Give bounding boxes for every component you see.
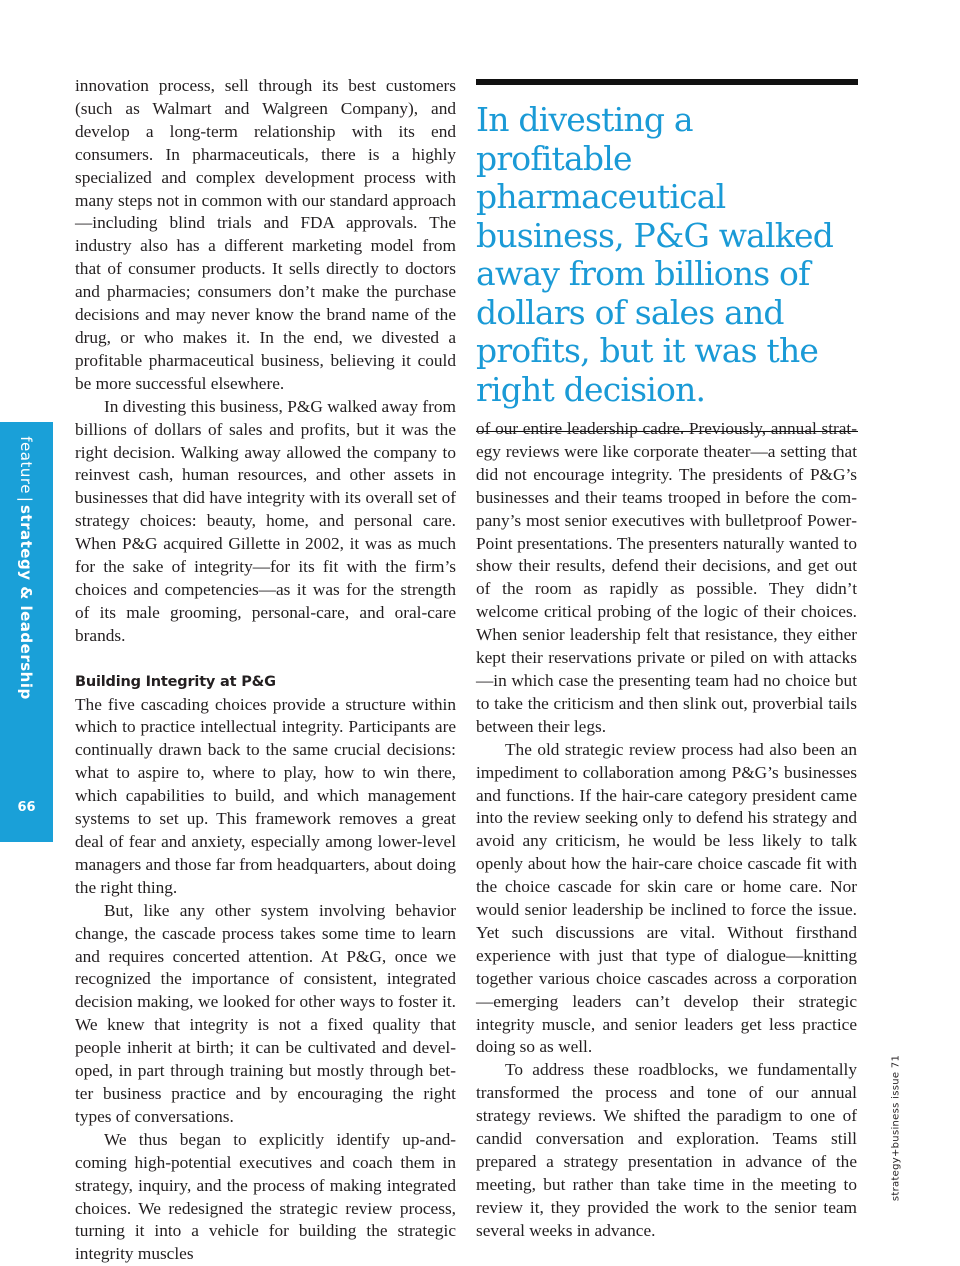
paragraph: To address these roadblocks, we fundamentally transformed the process and tone of our annual strategy reviews. We shifted the paradigm to one of candid conversation and exploration. Teams still prepared a strategy presentation in advance of the meeting, but rather than take time in the meeting to review it, they provided the work to the senior team several weeks in advance. [476, 1060, 857, 1240]
section-topic: strategy & leadership [17, 504, 35, 700]
section-label [17, 436, 35, 699]
page-number: 66 [17, 800, 36, 815]
left-column [75, 75, 456, 1266]
paragraph: But, like any other system involving behavior change, the cascade process takes some time to learn and requires concerted attention. At P&G, once we recognized the importance of consistent, integrated decision making, we looked for other ways to foster it. We knew that integrity is not a fixed quality that people inherit at birth; it can be cultivated and developed, in part through training but mostly through better business practice and by encouraging the right types of conversations. [75, 900, 456, 1126]
section-separator: | [17, 496, 35, 502]
paragraph: The old strategic review process had also been an impediment to collaboration among P&G’s businesses and functions. If the hair-care category president came into the review seeking only to defend his strategy and avoid any criticism, he would be less likely to talk openly about how the hair-care choice cascade fit with the choice cascade for skin care or home care. Nor would senior leadership be inclined to force the issue. Yet such discussions are vital. Without firsthand experience with just that type of dialogue—knitting together various choice cascades across a corporation—emerging leaders can’t develop their strategic integrity muscle, and senior leaders get less practice doing so as well. [476, 739, 857, 1057]
paragraph: We thus began to explicitly identify up-and-coming high-potential executives and coach them in strategy, inquiry, and the process of making integrated choices. We redesigned the strategic review process, turning it into a vehicle for building the strategic integrity muscles [75, 1129, 456, 1264]
pull-quote: In divesting a profitable pharmaceutical business, P&G walked away from billions of dollars of sales and profits, but it was the right decision. [476, 79, 858, 432]
paragraph: The five cascading choices provide a structure within which to practice intellectual integrity. Participants are continually drawn back to the same crucial decisions: what to aspire to, where to play, how to win there, which capabilities to build, and which management systems to set up. This framework removes a great deal of fear and anxiety, especially among lower-level managers and those far from headquarters, about doing the right thing. [75, 694, 457, 897]
section-name: feature [17, 436, 35, 494]
paragraph: of our entire leadership cadre. Previously, annual strategy reviews were like corporate theater—a setting that did not encourage integrity. The presidents of P&G’s businesses and their teams trooped in before the company’s most senior executives with bulletproof PowerPoint presentations. The presenters naturally wanted to show their results, defend their decisions, and get out of the room as rapidly as possible. They didn’t welcome critical probing of the logic of their choices. When senior leadership felt that resistance, they either kept their reservations private or piled on with attacks—in which case the presenting team had no choice but to take the criticism and then slink out, proverbial tails between their legs. [476, 419, 857, 736]
paragraph: innovation process, sell through its best customers (such as Walmart and Walgreen Company), and develop a long-term relationship with its end consumers. In pharmaceuticals, there is a highly specialized and complex development process with many steps not in common with our standard approach—including blind trials and FDA approvals. The industry also has a different marketing model from that of consumer products. It sells directly to doctors and pharmacies; consumers don’t make the purchase decisions and may never know the brand name of the drug, or who makes it. In the end, we divested a profitable pharmaceutical business, believing it could be more successful elsewhere. [75, 76, 456, 393]
paragraph: In divesting this business, P&G walked away from billions of dollars of sales and profits, but it was the right decision. Walking away allowed the company to reinvest cash, human resources, and other assets in businesses that did have integrity with its overall set of strategy choices: beauty, home, and personal care. When P&G acquired Gillette in 2002, it was as much for the sake of integrity—for its fit with the firm’s choices and competencies—as it was for the strength of its male grooming, personal-care, and oral-care brands. [75, 396, 456, 645]
publication-footer: strategy+business issue 71 [890, 1054, 902, 1202]
section-heading: Building Integrity at P&G [75, 673, 276, 690]
right-column [476, 418, 857, 1243]
